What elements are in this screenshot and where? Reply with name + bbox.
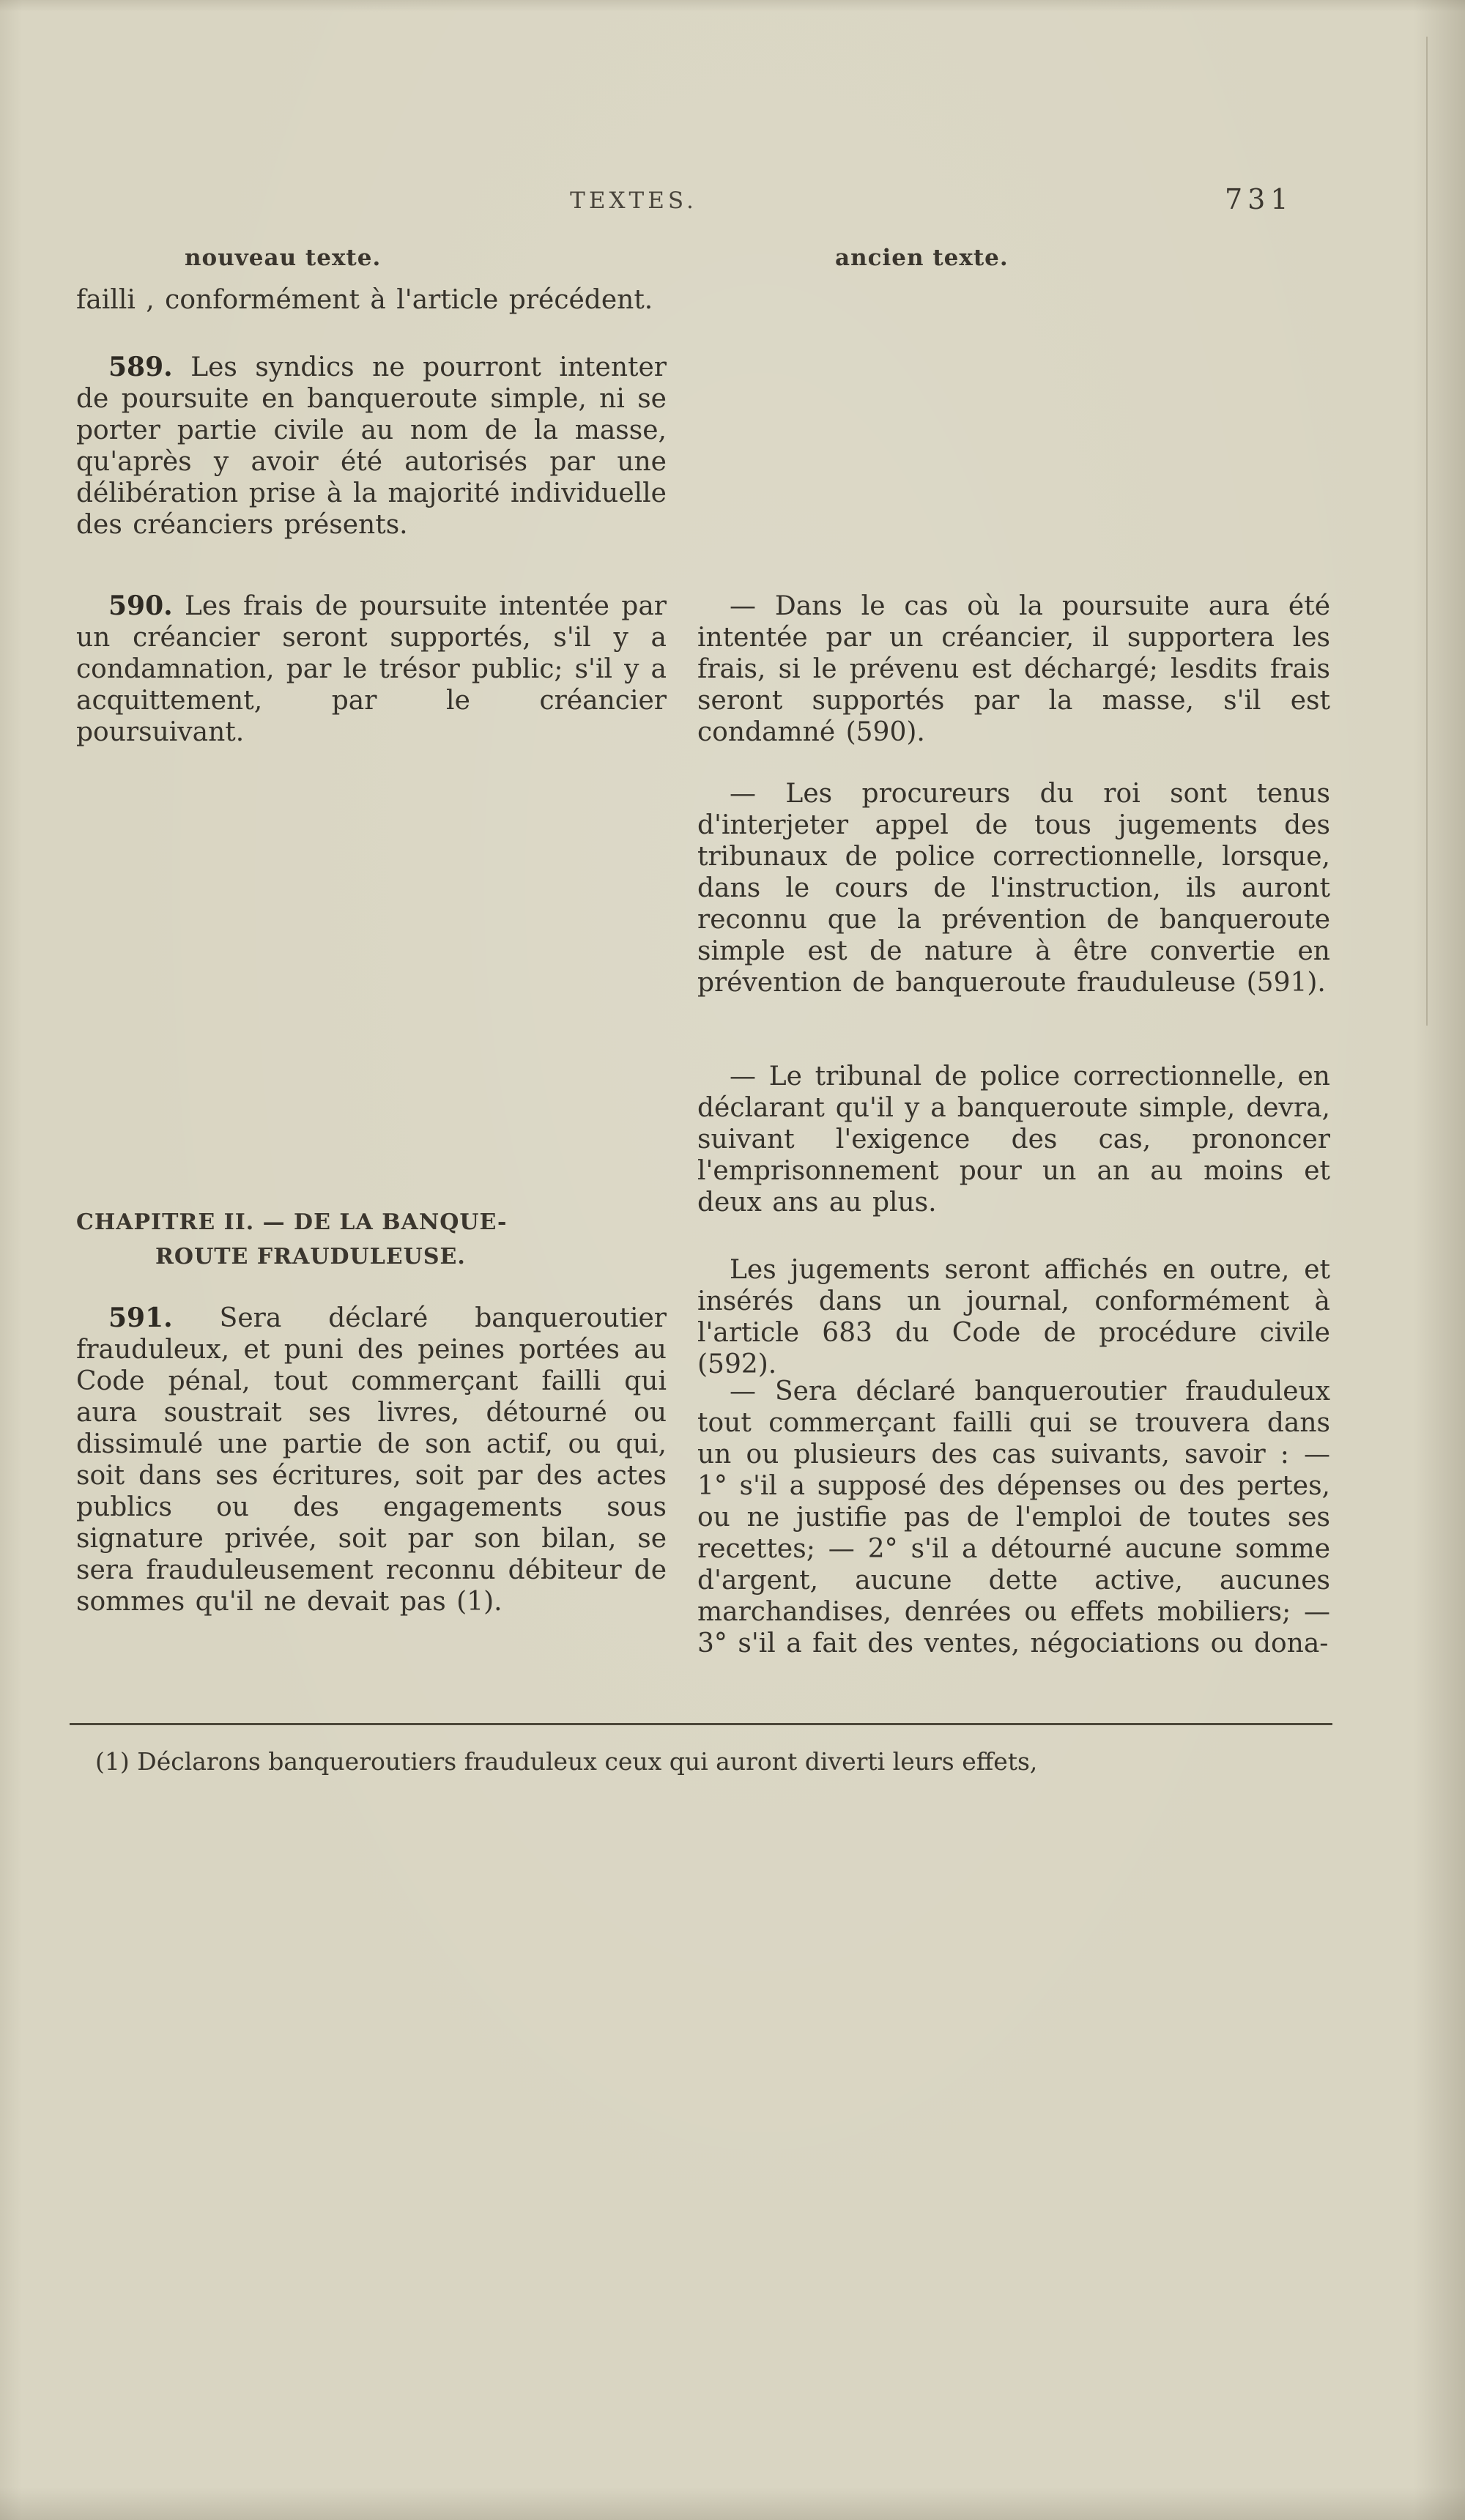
article-589-number: 589.	[108, 352, 173, 382]
article-590	[76, 590, 667, 748]
footnote-rule	[70, 1723, 1332, 1725]
ancien-texte-paragraph-5: — Sera déclaré banqueroutier frauduleux tout commerçant failli qui se trouvera dans un ou plusieurs des cas suivants, savoir : — 1° s'il a supposé des dépenses ou des pertes, ou ne justifie pas de l'emploi de toutes ses recettes; — 2° s'il a détourné aucune somme d'argent, aucune dette active, aucunes marchandises, denrées ou effets mobiliers; — 3° s'il a fait des ventes, négociations ou dona-	[697, 1376, 1330, 1659]
article-590-number: 590.	[108, 590, 173, 621]
chapter-heading-line1: CHAPITRE II. — DE LA BANQUE-	[76, 1209, 508, 1235]
article-591-text: Sera déclaré banqueroutier frauduleux, et puni des peines portées au Code pénal, tout commerçant failli qui aura soustrait ses livres, détourné ou dissimulé une partie de son actif, ou qui, soit dans ses écritures, soit par des actes publics ou des engagements sous signature privée, soit par son bilan, se sera frauduleusement reconnu débiteur de sommes qu'il ne devait pas (1).	[76, 1303, 667, 1617]
right-column-heading: ancien texte.	[835, 245, 1009, 271]
article-590-text: Les frais de poursuite intentée par un créancier seront supportés, s'il y a condamnation, par le trésor public; s'il y a acquittement, par le créancier poursuivant.	[76, 591, 667, 747]
chapter-heading	[76, 1205, 667, 1274]
running-title: TEXTES.	[570, 188, 697, 214]
footnote: (1) Déclarons banqueroutiers frauduleux ceux qui auront diverti leurs effets,	[95, 1747, 1038, 1776]
article-591-number: 591.	[108, 1302, 173, 1333]
ancien-texte-paragraph-2: — Les procureurs du roi sont tenus d'interjeter appel de tous jugements des tribunaux de police correctionnelle, lorsque, dans le cours de l'instruction, ils auront reconnu que la prévention de banqueroute simple est de nature à être convertie en prévention de banqueroute frauduleuse (591).	[697, 779, 1330, 998]
ancien-texte-paragraph-1: — Dans le cas où la poursuite aura été intentée par un créancier, il supportera les frais, si le prévenu est déchargé; lesdits frais seront supportés par la masse, s'il est condamné (590).	[697, 591, 1330, 747]
page-edge-shadow-top	[0, 0, 1465, 12]
ancien-texte-paragraph-4: Les jugements seront affichés en outre, et insérés dans un journal, conformément à l'article 683 du Code de procédure civile (592).	[697, 1255, 1330, 1379]
page-number: 731	[1225, 183, 1294, 215]
left-column-heading: nouveau texte.	[185, 245, 382, 271]
left-paragraph-continuation: failli , conformément à l'article précédent.	[76, 285, 653, 315]
page-edge-shadow-right	[1414, 0, 1465, 2520]
article-589	[76, 352, 667, 541]
article-589-text: Les syndics ne pourront intenter de poursuite en banqueroute simple, ni se porter partie civile au nom de la masse, qu'après y avoir été autorisés par une délibération prise à la majorité individuelle des créanciers présents.	[76, 352, 667, 540]
chapter-heading-line2: ROUTE FRAUDULEUSE.	[155, 1244, 466, 1270]
ancien-texte-paragraph-3: — Le tribunal de police correctionnelle, en déclarant qu'il y a banqueroute simple, devra, suivant l'exigence des cas, prononcer l'emprisonnement pour un an au moins et deux ans au plus.	[697, 1061, 1330, 1218]
page-edge-shadow-bottom	[0, 2487, 1465, 2520]
article-591	[76, 1302, 667, 1617]
